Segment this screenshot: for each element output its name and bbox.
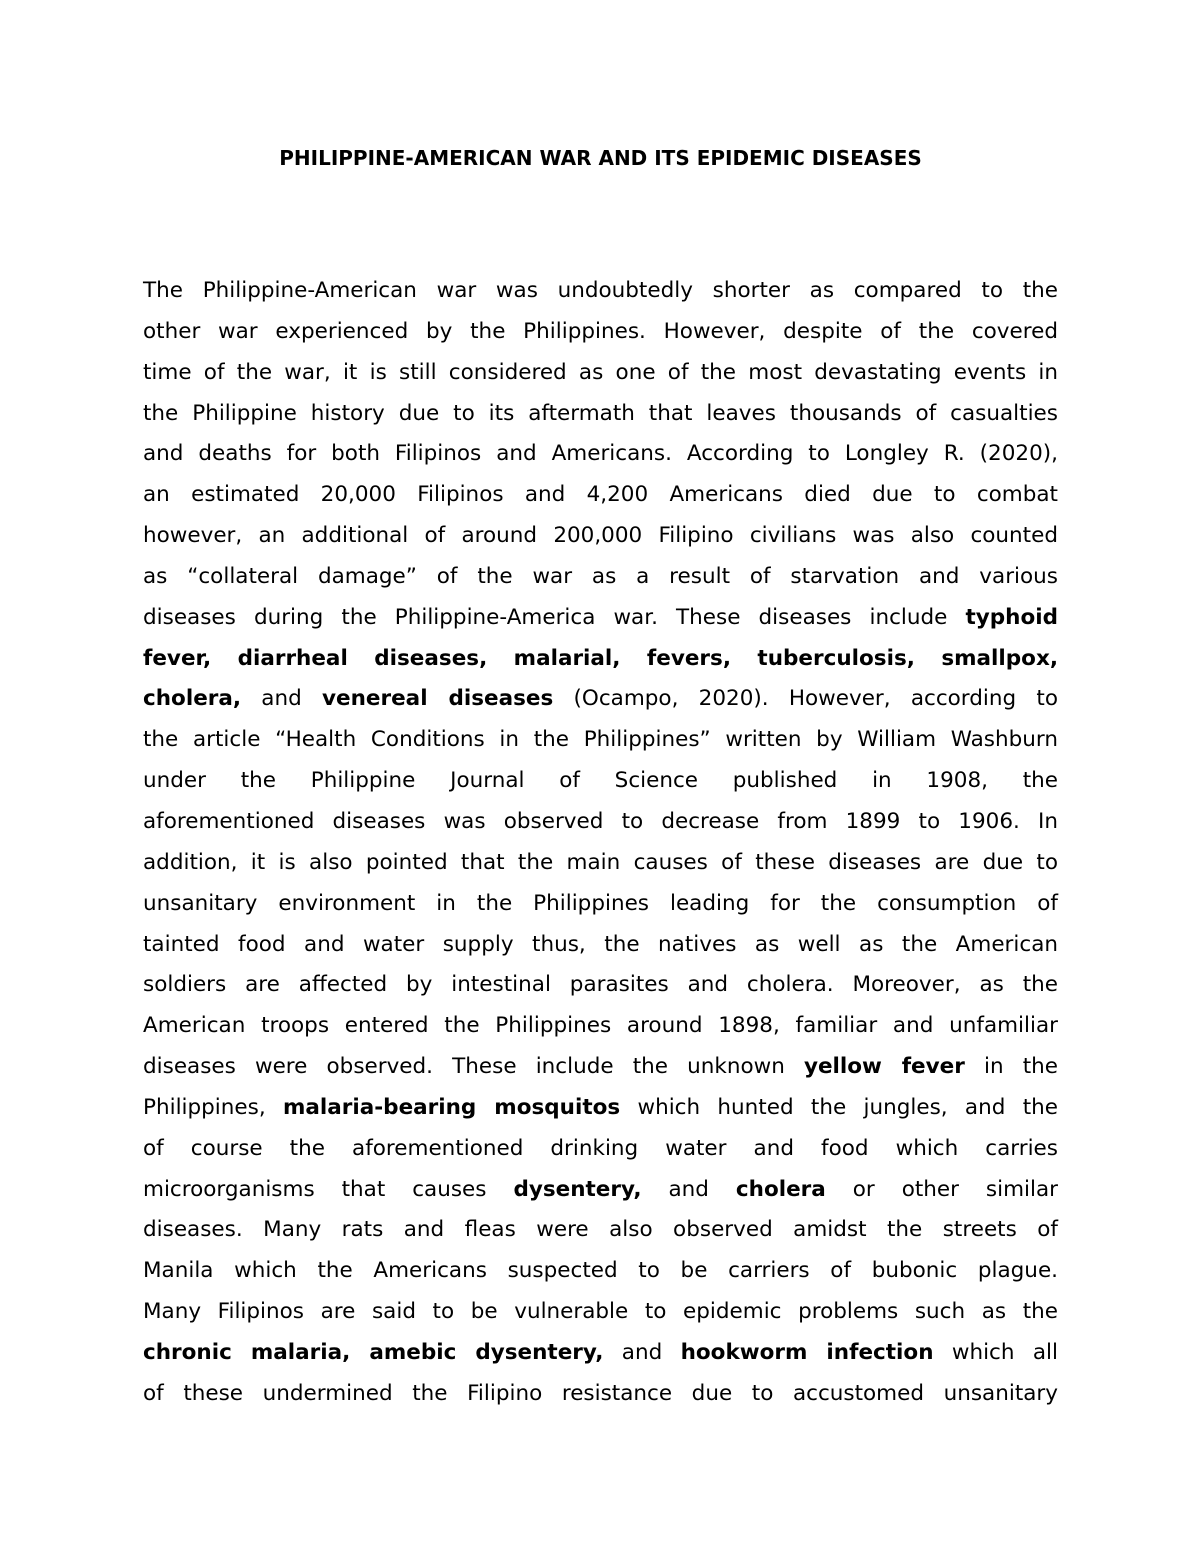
text-line <box>143 1047 1058 1088</box>
text-line <box>143 802 1058 843</box>
text-line <box>143 598 1058 639</box>
text-line <box>143 1088 1058 1129</box>
text-run: an estimated 20,000 Filipinos and 4,200 Americans died due to combat <box>143 482 1058 508</box>
text-line <box>143 394 1058 435</box>
text-run: soldiers are affected by intestinal parasites and cholera. Moreover, as the <box>143 972 1058 998</box>
text-run: unsanitary environment in the Philippines leading for the consumption of <box>143 890 1058 916</box>
text-line <box>143 1006 1058 1047</box>
text-line <box>143 1292 1058 1333</box>
text-line <box>143 843 1058 884</box>
text-line <box>143 1210 1058 1251</box>
body-paragraph <box>143 271 1058 1415</box>
bold-term: cholera, <box>143 686 242 712</box>
text-line <box>143 1251 1058 1292</box>
text-line <box>143 475 1058 516</box>
text-run: microorganisms that causes <box>143 1176 514 1202</box>
text-run: Philippines, <box>143 1094 283 1120</box>
text-line <box>143 434 1058 475</box>
bold-term: dysentery, <box>513 1176 642 1202</box>
text-run: Manila which the Americans suspected to be carriers of bubonic plague. <box>143 1258 1058 1284</box>
text-run: American troops entered the Philippines around 1898, familiar and unfamiliar <box>143 1013 1058 1039</box>
text-line <box>143 516 1058 557</box>
bold-term: malaria-bearing mosquitos <box>282 1094 621 1120</box>
text-run: of course the aforementioned drinking water and food which carries <box>143 1135 1058 1161</box>
text-run: which all <box>933 1339 1058 1365</box>
text-line <box>143 639 1058 680</box>
text-run: however, an additional of around 200,000 Filipino civilians was also counted <box>143 523 1058 549</box>
text-run: and <box>641 1176 736 1202</box>
text-line <box>143 720 1058 761</box>
text-run: aforementioned diseases was observed to decrease from 1899 to 1906. In <box>143 808 1058 834</box>
text-line <box>143 271 1058 312</box>
bold-term: chronic malaria, amebic dysentery, <box>143 1339 604 1365</box>
text-run: tainted food and water supply thus, the natives as well as the American <box>143 931 1058 957</box>
bold-term: fever, diarrheal diseases, malarial, fevers, tuberculosis, smallpox, <box>143 645 1058 671</box>
text-run: in the <box>964 1054 1058 1080</box>
text-run: diseases were observed. These include the unknown <box>143 1054 804 1080</box>
text-run: or other similar <box>825 1176 1059 1202</box>
text-run: (Ocampo, 2020). However, according to <box>553 686 1058 712</box>
text-run: under the Philippine Journal of Science published in 1908, the <box>143 768 1058 794</box>
bold-term: hookworm infection <box>680 1339 934 1365</box>
text-run: and <box>241 686 323 712</box>
bold-term: typhoid <box>965 604 1058 630</box>
text-line <box>143 1374 1058 1415</box>
text-line <box>143 925 1058 966</box>
text-run: addition, it is also pointed that the main causes of these diseases are due to <box>143 849 1058 875</box>
text-run: Many Filipinos are said to be vulnerable to epidemic problems such as the <box>143 1299 1058 1325</box>
text-line <box>143 1170 1058 1211</box>
text-run: other war experienced by the Philippines. However, despite of the covered <box>143 318 1058 344</box>
text-line <box>143 353 1058 394</box>
text-run: The Philippine-American war was undoubtedly shorter as compared to the <box>143 278 1058 303</box>
document-title: PHILIPPINE-AMERICAN WAR AND ITS EPIDEMIC DISEASES <box>279 146 922 170</box>
text-run: time of the war, it is still considered as one of the most devastating events in <box>143 359 1058 385</box>
text-line <box>143 679 1058 720</box>
text-line <box>143 557 1058 598</box>
text-run: diseases during the Philippine-America war. These diseases include <box>143 604 966 630</box>
bold-term: yellow fever <box>803 1054 965 1080</box>
text-run: diseases. Many rats and fleas were also observed amidst the streets of <box>143 1217 1058 1243</box>
text-run: as “collateral damage” of the war as a result of starvation and various <box>143 563 1058 589</box>
text-line <box>143 1129 1058 1170</box>
text-line <box>143 1333 1058 1374</box>
text-line <box>143 884 1058 925</box>
text-run: which hunted the jungles, and the <box>620 1094 1058 1120</box>
bold-term: cholera <box>735 1176 826 1202</box>
text-line <box>143 312 1058 353</box>
text-line <box>143 965 1058 1006</box>
text-run: the article “Health Conditions in the Philippines” written by William Washburn <box>143 727 1058 753</box>
bold-term: venereal diseases <box>322 686 554 712</box>
text-run: and deaths for both Filipinos and Americans. According to Longley R. (2020), <box>143 441 1058 467</box>
text-run: the Philippine history due to its aftermath that leaves thousands of casualties <box>143 400 1058 426</box>
text-line <box>143 761 1058 802</box>
text-run: of these undermined the Filipino resistance due to accustomed unsanitary <box>143 1380 1058 1406</box>
text-run: and <box>603 1339 681 1365</box>
